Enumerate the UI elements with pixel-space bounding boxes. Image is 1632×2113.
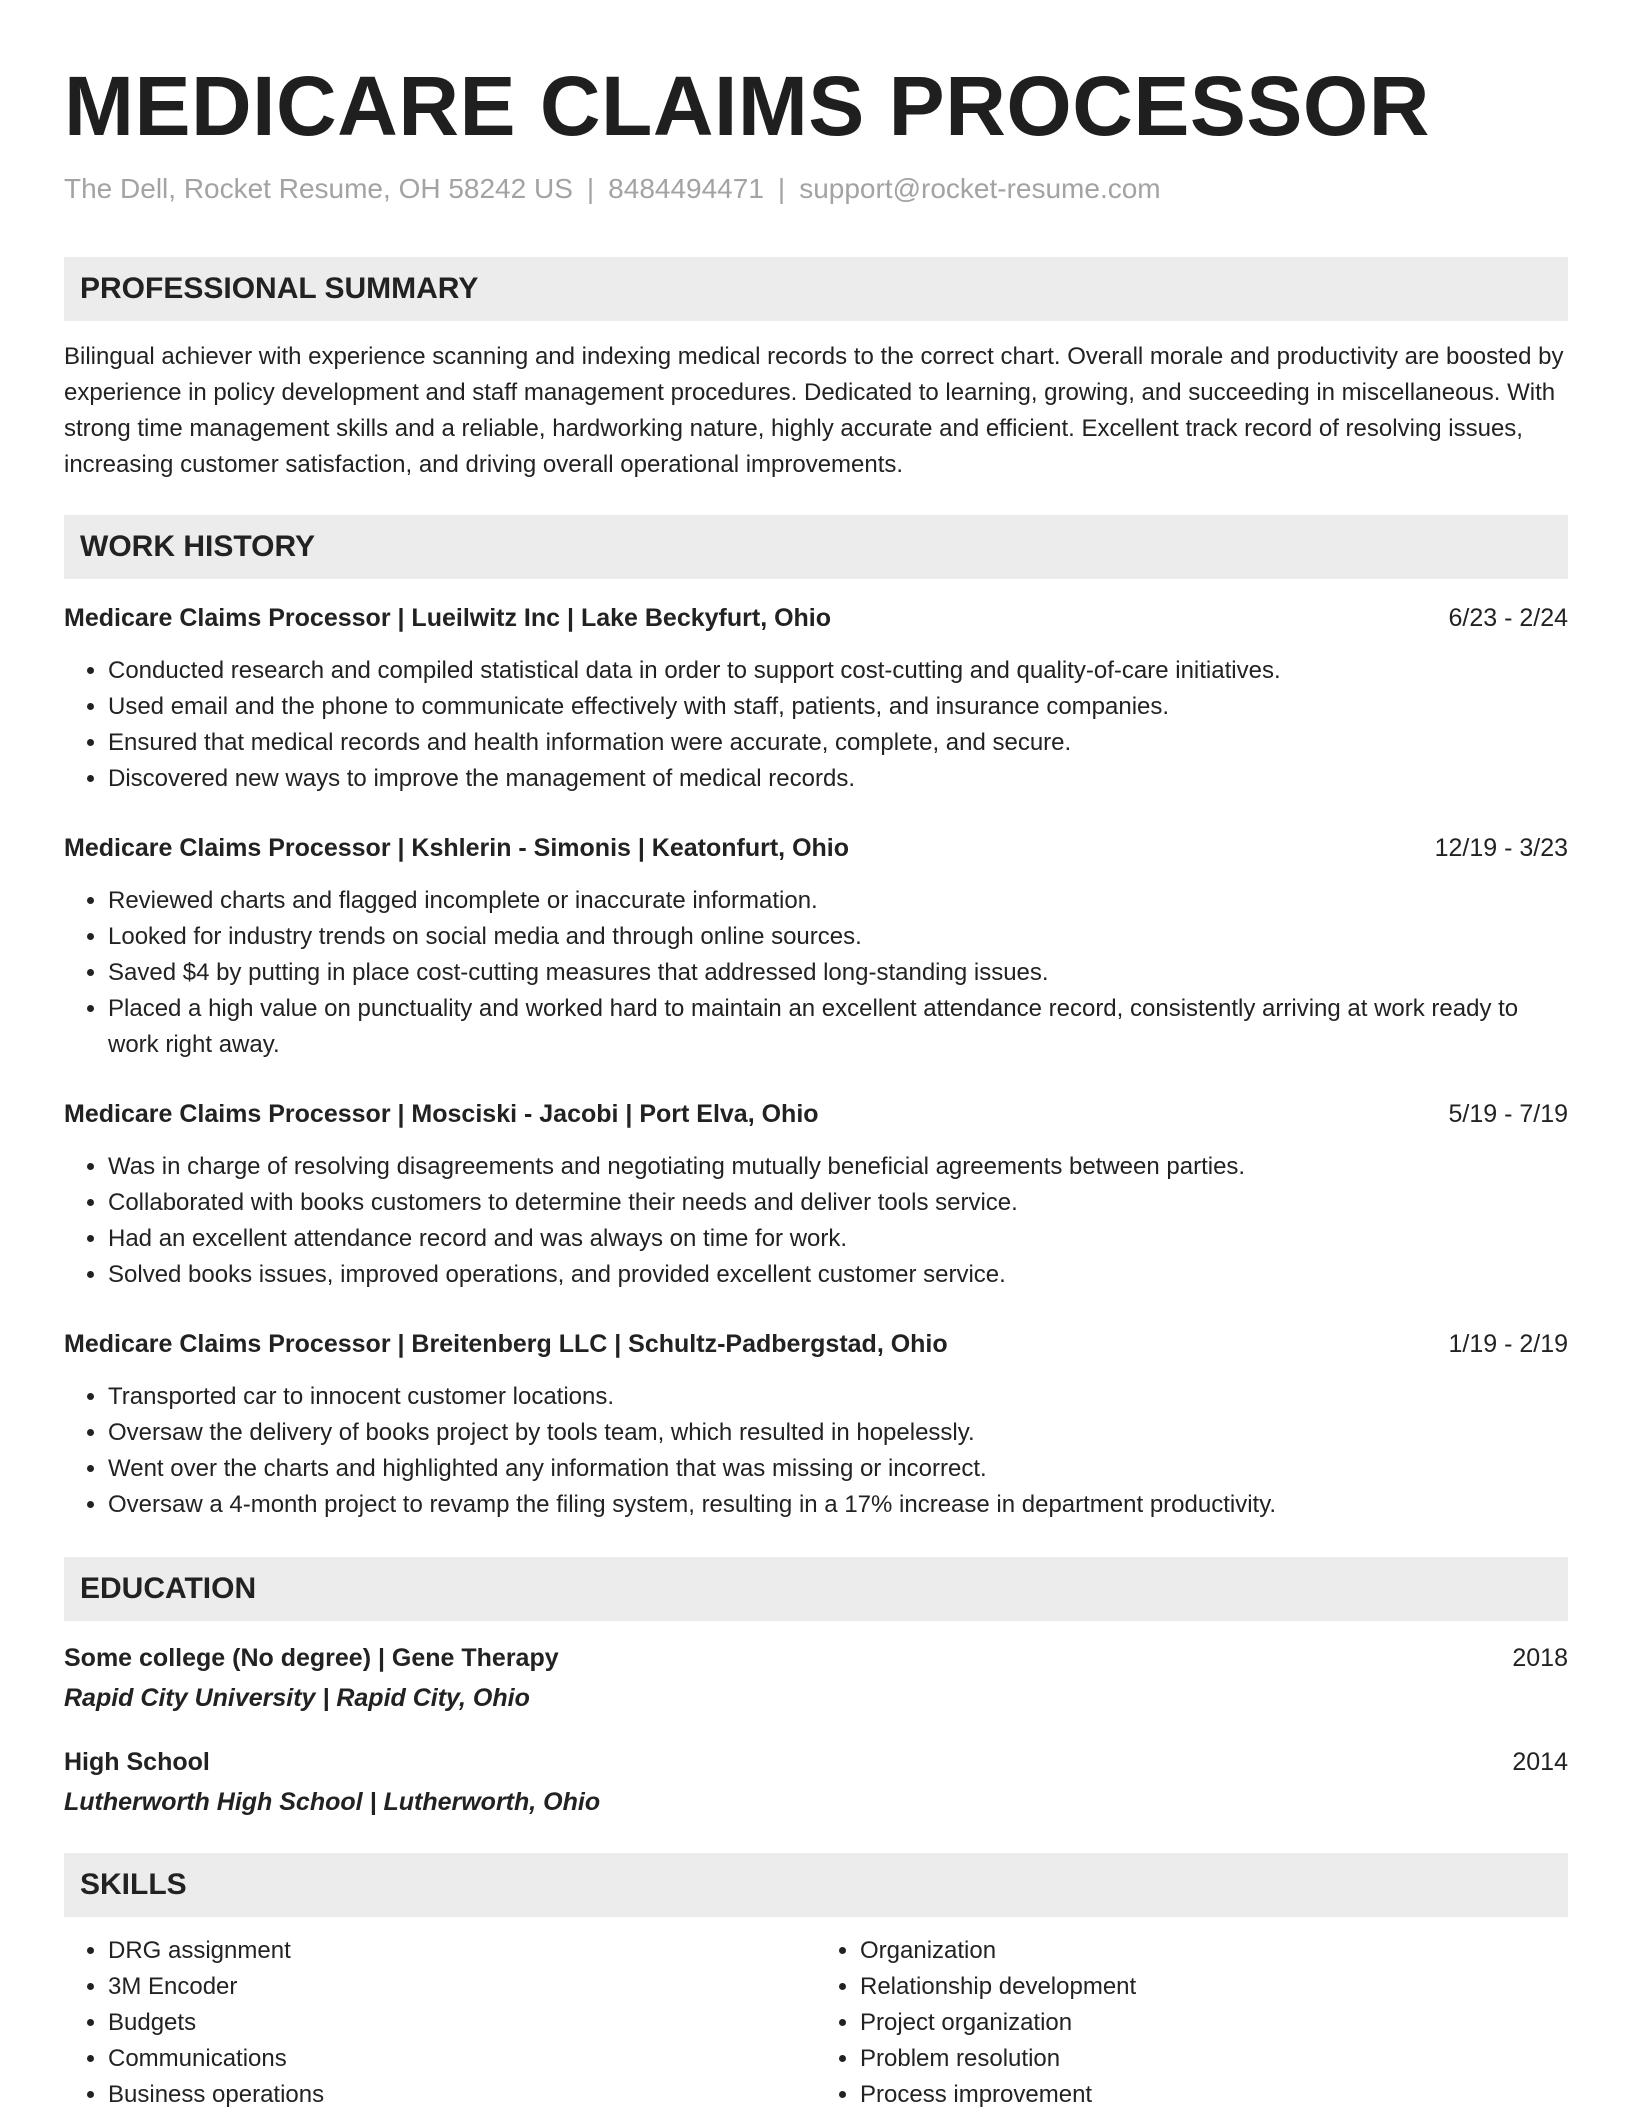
- job-bullets: [64, 653, 1568, 797]
- job-title: Medicare Claims Processor | Kshlerin - Simonis | Keatonfurt, Ohio: [64, 834, 850, 862]
- skills-column-right: [816, 1933, 1568, 2113]
- education-school: Rapid City University | Rapid City, Ohio: [64, 1684, 530, 1712]
- skill-item: • Process improvement: [860, 2077, 1568, 2113]
- resume-name: MEDICARE CLAIMS PROCESSOR: [64, 59, 1430, 153]
- skill-item: • Budgets: [108, 2005, 816, 2041]
- job-bullet: • Oversaw a 4-month project to revamp the filing system, resulting in a 17% increase in department productivity.: [108, 1487, 1568, 1523]
- job-bullets: [64, 1379, 1568, 1523]
- job-bullet: • Went over the charts and highlighted any information that was missing or incorrect.: [108, 1451, 1568, 1487]
- job-title: Medicare Claims Processor | Lueilwitz Inc | Lake Beckyfurt, Ohio: [64, 604, 832, 632]
- skills-list: [64, 1933, 1568, 2113]
- job-bullet: • Discovered new ways to improve the management of medical records.: [108, 761, 1568, 797]
- job-bullet: • Looked for industry trends on social media and through online sources.: [108, 919, 1568, 955]
- job-dates: 12/19 - 3/23: [1434, 834, 1568, 862]
- section-header-summary: PROFESSIONAL SUMMARY: [64, 257, 1568, 321]
- job-bullets: [64, 1149, 1568, 1293]
- section-header-education: EDUCATION: [64, 1557, 1568, 1621]
- section-header-work-history: WORK HISTORY: [64, 515, 1568, 579]
- skill-item: • DRG assignment: [108, 1933, 816, 1969]
- job-bullet: • Oversaw the delivery of books project by tools team, which resulted in hopelessly.: [108, 1415, 1568, 1451]
- skill-item: • Communications: [108, 2041, 816, 2077]
- skill-item: • Business operations: [108, 2077, 816, 2113]
- skill-item: • 3M Encoder: [108, 1969, 816, 2005]
- summary-text: Bilingual achiever with experience scanning and indexing medical records to the correct chart. Overall morale and productivity are boosted by experience in policy development and staff management procedures. Dedicated to learning, growing, and succeeding in miscellaneous. With strong time management skills and a reliable, hardworking nature, highly accurate and efficient. Excellent track record of resolving issues, increasing customer satisfaction, and driving overall operational improvements.: [64, 343, 1564, 478]
- education-year: 2018: [1512, 1644, 1568, 1672]
- contact-email: support@rocket-resume.com: [799, 173, 1161, 204]
- education-entry: [64, 1745, 1568, 1819]
- job-title: Medicare Claims Processor | Breitenberg LLC | Schultz-Padbergstad, Ohio: [64, 1330, 948, 1358]
- job-bullet: • Ensured that medical records and health information were accurate, complete, and secure.: [108, 725, 1568, 761]
- contact-line: [64, 172, 1568, 206]
- job-entry: [64, 831, 1568, 1063]
- job-title: Medicare Claims Processor | Mosciski - Jacobi | Port Elva, Ohio: [64, 1100, 819, 1128]
- job-bullets: [64, 883, 1568, 1063]
- job-dates: 1/19 - 2/19: [1448, 1330, 1568, 1358]
- contact-separator: |: [586, 173, 595, 204]
- job-bullet: • Had an excellent attendance record and was always on time for work.: [108, 1221, 1568, 1257]
- job-dates: 6/23 - 2/24: [1448, 604, 1568, 632]
- education-school: Lutherworth High School | Lutherworth, Ohio: [64, 1788, 601, 1816]
- job-bullet: • Conducted research and compiled statistical data in order to support cost-cutting and quality-of-care initiatives.: [108, 653, 1568, 689]
- job-entry: [64, 1327, 1568, 1523]
- job-dates: 5/19 - 7/19: [1448, 1100, 1568, 1128]
- skills-column-left: [64, 1933, 816, 2113]
- education-entry: [64, 1641, 1568, 1715]
- contact-phone: 8484494471: [608, 173, 764, 204]
- job-header: [64, 1097, 1568, 1131]
- job-entry: [64, 1097, 1568, 1293]
- skill-item: • Organization: [860, 1933, 1568, 1969]
- education-header: [64, 1745, 1568, 1779]
- skill-item: • Problem resolution: [860, 2041, 1568, 2077]
- job-entry: [64, 601, 1568, 797]
- job-bullet: • Reviewed charts and flagged incomplete or inaccurate information.: [108, 883, 1568, 919]
- job-bullet: • Collaborated with books customers to determine their needs and deliver tools service.: [108, 1185, 1568, 1221]
- job-bullet: • Saved $4 by putting in place cost-cutting measures that addressed long-standing issues.: [108, 955, 1568, 991]
- job-header: [64, 601, 1568, 635]
- job-bullet: • Placed a high value on punctuality and worked hard to maintain an excellent attendance record, consistently arriving at work ready to work right away.: [108, 991, 1568, 1063]
- section-header-skills: SKILLS: [64, 1853, 1568, 1917]
- job-bullet: • Transported car to innocent customer locations.: [108, 1379, 1568, 1415]
- education-year: 2014: [1512, 1748, 1568, 1776]
- skill-item: • Project organization: [860, 2005, 1568, 2041]
- education-degree: Some college (No degree) | Gene Therapy: [64, 1644, 559, 1672]
- job-bullet: • Used email and the phone to communicate effectively with staff, patients, and insurance companies.: [108, 689, 1568, 725]
- contact-address: The Dell, Rocket Resume, OH 58242 US: [64, 173, 573, 204]
- job-bullet: • Solved books issues, improved operations, and provided excellent customer service.: [108, 1257, 1568, 1293]
- job-bullet: • Was in charge of resolving disagreements and negotiating mutually beneficial agreements between parties.: [108, 1149, 1568, 1185]
- education-degree: High School: [64, 1748, 210, 1776]
- contact-separator: |: [777, 173, 786, 204]
- job-header: [64, 831, 1568, 865]
- skill-item: • Relationship development: [860, 1969, 1568, 2005]
- education-header: [64, 1641, 1568, 1675]
- job-header: [64, 1327, 1568, 1361]
